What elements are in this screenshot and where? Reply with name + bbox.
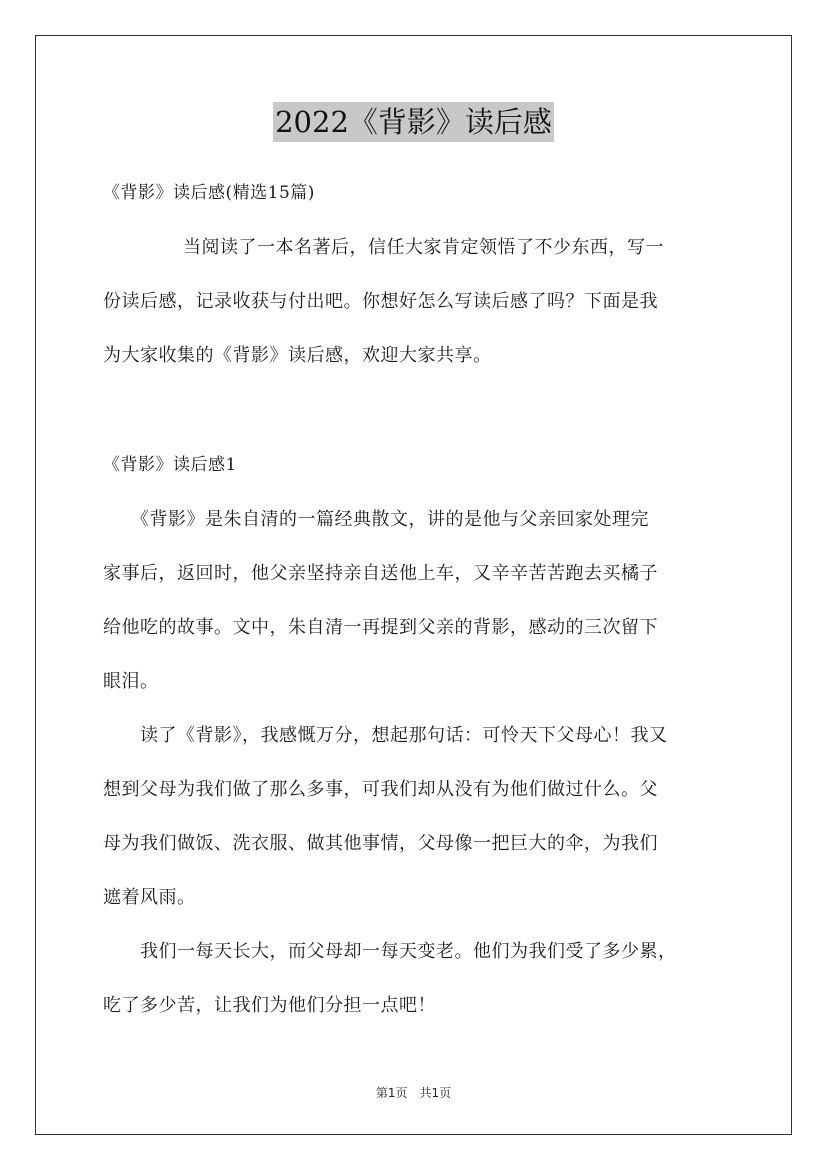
body-line-3: 给他吃的故事。文中，朱自清一再提到父亲的背影，感动的三次留下 (103, 617, 658, 638)
document-subtitle: 《背影》读后感(精选15篇) (103, 183, 315, 203)
body-line-5: 读了《背影》，我感慨万分，想起那句话：可怜天下父母心！我又 (103, 725, 668, 746)
title-container (0, 102, 827, 142)
body-line-4: 眼泪。 (103, 671, 159, 692)
intro-line-1: 当阅读了一本名著后，信任大家肯定领悟了不少东西，写一 (146, 237, 664, 258)
body-line-9: 我们一每天长大，而父母却一每天变老。他们为我们受了多少累， (103, 941, 677, 962)
body-line-2: 家事后，返回时，他父亲坚持亲自送他上车，又辛辛苦苦跑去买橘子 (103, 563, 658, 584)
body-line-10: 吃了多少苦，让我们为他们分担一点吧！ (103, 995, 436, 1016)
body-line-1: 《背影》是朱自清的一篇经典散文，讲的是他与父亲回家处理完 (103, 509, 649, 530)
body-line-7: 母为我们做饭、洗衣服、做其他事情，父母像一把巨大的伞，为我们 (103, 833, 658, 854)
section-heading: 《背影》读后感1 (103, 455, 237, 475)
page-footer: 第1页 共1页 (375, 1086, 452, 1100)
body-line-6: 想到父母为我们做了那么多事，可我们却从没有为他们做过什么。父 (103, 779, 658, 800)
body-line-8: 遮着风雨。 (103, 887, 196, 908)
document-title: 2022《背影》读后感 (273, 102, 554, 142)
intro-line-3: 为大家收集的《背影》读后感，欢迎大家共享。 (103, 345, 492, 366)
intro-line-2: 份读后感，记录收获与付出吧。你想好怎么写读后感了吗？下面是我 (103, 291, 658, 312)
